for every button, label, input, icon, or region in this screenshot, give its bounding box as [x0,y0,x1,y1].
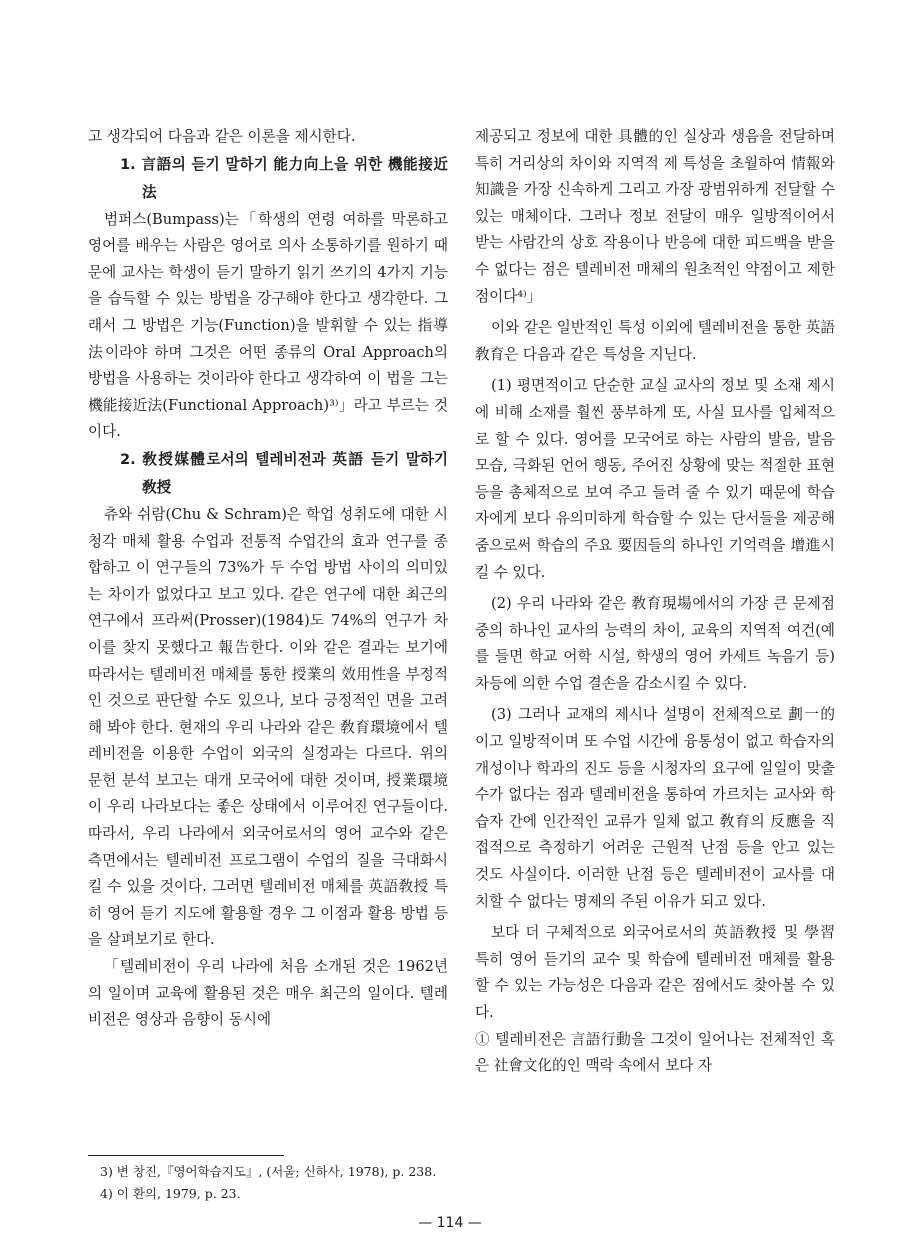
body-paragraph: 보다 더 구체적으로 외국어로서의 英語敎授 및 學習 특히 영어 듣기의 교수 및 학습에 텔레비전 매체를 활용할 수 있는 가능성은 다음과 같은 점에서도 찾아볼 수 있다. [475,924,835,1021]
body-paragraph: 「텔레비전이 우리 나라에 처음 소개된 것은 1962년의 일이며 교육에 활용된 것은 매우 최근의 일이다. 텔레비전은 영상과 음향이 동시에 [88,958,448,1029]
page-number: — 114 — [418,1215,482,1231]
left-column [88,124,448,1034]
body-paragraph: 고 생각되어 다음과 같은 이론을 제시한다. [88,128,356,145]
footnote-4: 4) 이 환의, 1979, p. 23. [100,1186,241,1201]
footnote-3: 3) 변 창진,『영어학습지도』, (서울; 신하사, 1978), p. 238. [100,1164,437,1179]
body-paragraph: 제공되고 정보에 대한 具體的인 실상과 생음을 전달하며 특히 거리상의 차이와 지역적 제 특성을 초월하여 情報와 知識을 가장 신속하게 그리고 가장 광범위하게 전달할 수 있는 매체이다. 그러나 정보 전달이 매우 일방적이어서 받는 사람간의 상호 작용이나 반응에 대한 피드백을 받을 수 없다는 점은 텔레비전 매체의 원초적인 약점이고 제한점이다⁴⁾」 [475,128,835,305]
list-item: (1) 평면적이고 단순한 교실 교사의 정보 및 소재 제시에 비해 소재를 훨씬 풍부하게 또, 사실 묘사를 입체적으로 할 수 있다. 영어를 모국어로 하는 사람의 발음, 발음 모습, 극화된 언어 행동, 주어진 상황에 맞는 적절한 표현 등을 총체적으로 보여 주고 들려 줄 수 있기 때문에 학습자에게 보다 유의미하게 학습할 수 있는 단서들을 제공해 줌으로써 학습의 주요 要因들의 하나인 기억력을 增進시킬 수 있다. [475,377,835,581]
body-paragraph: 이와 같은 일반적인 특성 이외에 텔레비전을 통한 英語敎育은 다음과 같은 특성을 지닌다. [475,319,835,363]
right-column [475,124,835,1080]
footnote-divider [88,1155,284,1156]
list-item: (2) 우리 나라와 같은 敎育現場에서의 가장 큰 문제점 중의 하나인 교사의 능력의 차이, 교육의 지역적 여건(예를 들면 학교 어학 시설, 학생의 영어 카세트 녹음기 등) 차등에 의한 수업 결손을 감소시킬 수 있다. [475,595,835,692]
section-heading-2: 2. 敎授媒體로서의 텔레비전과 英語 듣기 말하기 敎授 [120,450,448,496]
list-item: ① 텔레비전은 言語行動을 그것이 일어나는 전체적인 혹은 社會文化的인 맥락 속에서 보다 자 [475,1030,835,1075]
body-paragraph: 범퍼스(Bumpass)는「학생의 연령 여하를 막론하고 영어를 배우는 사람은 영어로 의사 소통하기를 원하기 때문에 교사는 학생이 듣기 말하기 읽기 쓰기의 4가지 기능을 습득할 수 있는 방법을 강구해야 한다고 생각한다. 그래서 그 방법은 기능(Function)을 발휘할 수 있는 指導法이라야 하며 그것은 어떤 종류의 Oral Approach의 방법을 사용하는 것이라야 한다고 생각하여 이 법을 그는 機能接近法(Functional Approach)³⁾」라고 부르는 것이다. [88,210,448,441]
body-paragraph: 츄와 쉬람(Chu & Schram)은 학업 성취도에 대한 시청각 매체 활용 수업과 전통적 수업간의 효과 연구를 종합하고 이 연구들의 73%가 두 수업 방법 사이의 의미있는 차이가 없었다고 보고 있다. 같은 연구에 대한 최근의 연구에서 프라써(Prosser)(1984)도 74%의 연구가 차이를 찾지 못했다고 報告한다. 이와 같은 결과는 보기에 따라서는 텔레비전 매체를 통한 授業의 效用性을 부정적인 것으로 판단할 수도 있으나, 보다 긍정적인 면을 고려해 봐야 한다. 현재의 우리 나라와 같은 敎育環境에서 텔레비전을 이용한 수업이 외국의 실정과는 다르다. 위의 문헌 분석 보고는 대개 모국어에 대한 것이며, 授業環境이 우리 나라보다는 좋은 상태에서 이루어진 연구들이다. 따라서, 우리 나라에서 외국어로서의 영어 교수와 같은 측면에서는 텔레비전 프로그램이 수업의 질을 극대화시킬 수 있을 것이다. 그러면 텔레비전 매체를 英語敎授 특히 영어 듣기 지도에 활용할 경우 그 이점과 활용 방법 등을 살펴보기로 한다. [88,505,448,949]
list-item: (3) 그러나 교재의 제시나 설명이 전체적으로 劃一的이고 일방적이며 또 수업 시간에 융통성이 없고 학습자의 개성이나 학과의 진도 등을 시청자의 요구에 일일이 맞출 수가 없다는 점과 텔레비전을 통하여 가르치는 교사와 학습자 간에 인간적인 교류가 일체 없고 敎育의 反應을 직접적으로 측정하기 어려운 근원적 난점 등을 안고 있는 것도 사실이다. 이러한 난점 등은 텔레비전이 교사를 대치할 수 없다는 명제의 주된 이유가 되고 있다. [475,706,835,910]
footnotes [100,1161,436,1205]
section-heading-1: 1. 言語의 듣기 말하기 能力向上을 위한 機能接近法 [120,155,448,201]
